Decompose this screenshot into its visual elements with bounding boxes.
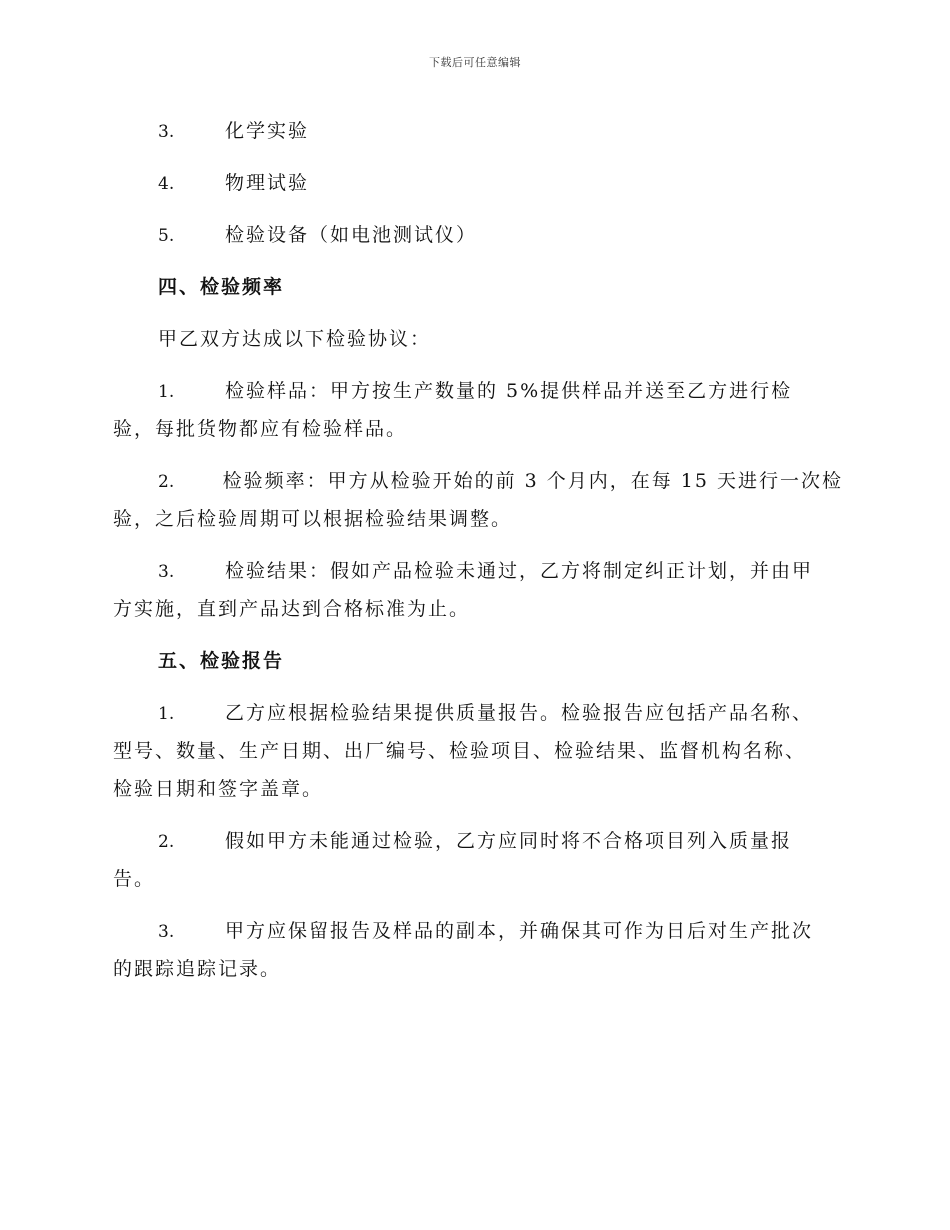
list-text-line: 假如甲方未能通过检验，乙方应同时将不合格项目列入质量报 <box>225 830 793 852</box>
list-item <box>113 164 843 202</box>
list-text: 检验设备（如电池测试仪） <box>225 224 478 246</box>
list-number: 2. <box>158 832 175 852</box>
header-note: 下载后可任意编辑 <box>429 56 521 69</box>
list-number: 1. <box>158 382 175 402</box>
list-text-line: 验，每批货物都应有检验样品。 <box>113 418 408 440</box>
list-text-line: 检验结果：假如产品检验未通过，乙方将制定纠正计划，并由甲 <box>225 560 814 582</box>
list-item <box>113 822 843 898</box>
list-number: 3. <box>158 922 175 942</box>
list-number: 3. <box>158 562 175 582</box>
list-item <box>113 462 843 538</box>
list-text: 物理试验 <box>225 172 310 194</box>
document-body <box>113 112 843 988</box>
list-text-line: 验，之后检验周期可以根据检验结果调整。 <box>113 508 513 530</box>
list-text-line: 检验样品：甲方按生产数量的 5%提供样品并送至乙方进行检 <box>225 380 793 402</box>
list-text-line: 告。 <box>113 868 156 890</box>
list-number: 3. <box>158 122 175 142</box>
section-heading-5: 五、检验报告 <box>158 650 285 672</box>
list-item <box>113 694 843 808</box>
section-heading-4: 四、检验频率 <box>158 276 285 298</box>
list-number: 4. <box>158 174 175 194</box>
list-item <box>113 112 843 150</box>
list-item <box>113 372 843 448</box>
list-number: 2. <box>158 472 175 492</box>
list-text-line: 乙方应根据检验结果提供质量报告。检验报告应包括产品名称、 <box>225 702 814 724</box>
section-intro: 甲乙双方达成以下检验协议： <box>158 328 432 350</box>
list-text-line: 方实施，直到产品达到合格标准为止。 <box>113 598 471 620</box>
list-number: 5. <box>158 226 175 246</box>
list-item <box>113 552 843 628</box>
list-text-line: 检验日期和签字盖章。 <box>113 778 324 800</box>
list-number: 1. <box>158 704 175 724</box>
list-text-line: 检验频率：甲方从检验开始的前 3 个月内，在每 15 天进行一次检 <box>222 470 843 492</box>
list-text-line: 型号、数量、生产日期、出厂编号、检验项目、检验结果、监督机构名称、 <box>113 740 807 762</box>
list-text: 化学实验 <box>225 120 310 142</box>
list-item <box>113 912 843 988</box>
list-text-line: 甲方应保留报告及样品的副本，并确保其可作为日后对生产批次 <box>225 920 814 942</box>
list-item <box>113 216 843 254</box>
list-text-line: 的跟踪追踪记录。 <box>113 958 282 980</box>
